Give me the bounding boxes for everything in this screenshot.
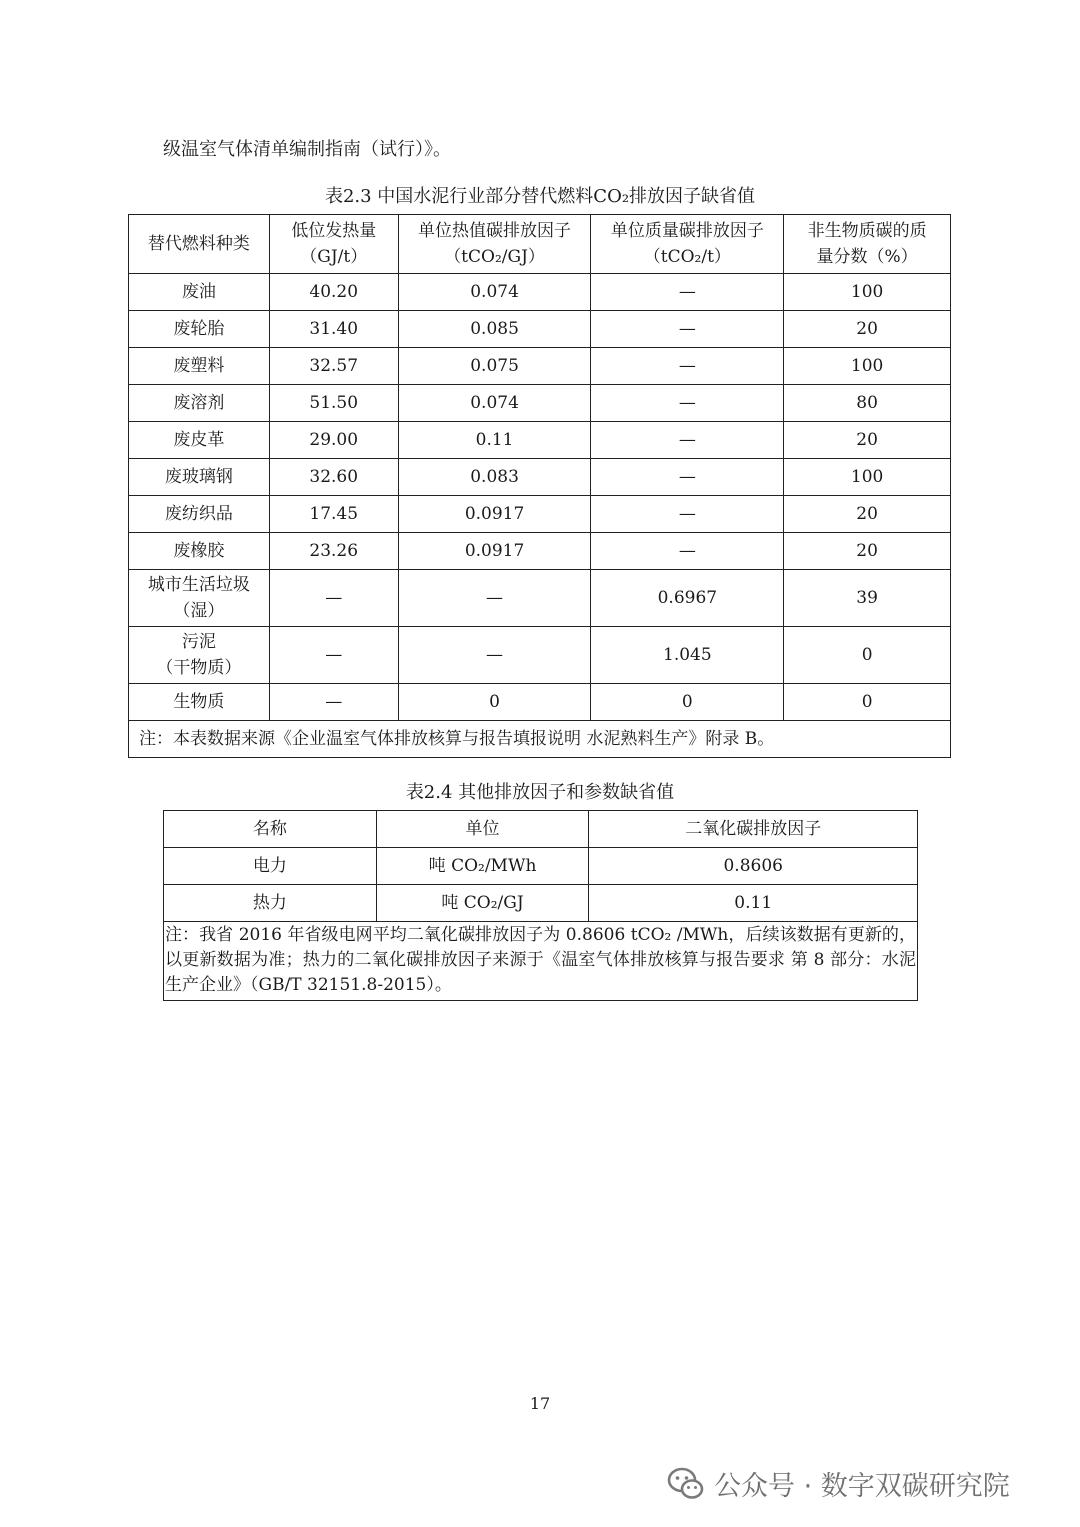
- param-name: 电力: [164, 848, 377, 885]
- fuel-name: 废塑料: [129, 348, 270, 385]
- ef-mass-cell: 1.045: [591, 627, 784, 684]
- lhv-cell: —: [269, 570, 398, 627]
- lhv-cell: 17.45: [269, 496, 398, 533]
- lhv-cell: 29.00: [269, 422, 398, 459]
- ef-heat-cell: —: [398, 570, 591, 627]
- ef-heat-cell: 0.083: [398, 459, 591, 496]
- table-2-4-note: 注：我省 2016 年省级电网平均二氧化碳排放因子为 0.8606 tCO₂ /MWh，后续该数据有更新的，以更新数据为准；热力的二氧化碳排放因子来源于《温室气体排放核算与报告要求 第 8 部分：水泥生产企业》（GB/T 32151.8-2015）。: [164, 922, 918, 1001]
- fossil-fraction-cell: 20: [784, 533, 951, 570]
- param-unit: 吨 CO₂/GJ: [376, 885, 589, 922]
- fossil-fraction-cell: 100: [784, 459, 951, 496]
- lhv-cell: 32.60: [269, 459, 398, 496]
- fuel-name: 生物质: [129, 684, 270, 721]
- table-2-4-caption: 表2.4 其他排放因子和参数缺省值: [405, 782, 675, 803]
- fossil-fraction-cell: 20: [784, 422, 951, 459]
- table-row: [129, 627, 951, 684]
- header-cell: 单位质量碳排放因子 （tCO₂/t）: [591, 215, 784, 274]
- ef-mass-cell: 0: [591, 684, 784, 721]
- table-row: [129, 311, 951, 348]
- table-2-3: [128, 214, 951, 758]
- table-header-row: [129, 215, 951, 274]
- watermark: [666, 1462, 1010, 1504]
- ef-heat-cell: 0.0917: [398, 496, 591, 533]
- fuel-name: 废轮胎: [129, 311, 270, 348]
- table-row: [129, 533, 951, 570]
- ef-mass-cell: 0.6967: [591, 570, 784, 627]
- page-number: 17: [529, 1394, 551, 1413]
- table-2-4: [163, 810, 918, 1001]
- ef-heat-cell: 0.074: [398, 274, 591, 311]
- ef-mass-cell: —: [591, 348, 784, 385]
- wechat-icon: [666, 1463, 706, 1503]
- header-cell: 单位热值碳排放因子 （tCO₂/GJ）: [398, 215, 591, 274]
- fossil-fraction-cell: 0: [784, 684, 951, 721]
- fuel-name: 污泥 （干物质）: [129, 627, 270, 684]
- table-row: [129, 570, 951, 627]
- table-2-3-caption: 表2.3 中国水泥行业部分替代燃料CO₂排放因子缺省值: [324, 186, 756, 207]
- intro-text: 级温室气体清单编制指南（试行）》。: [163, 139, 451, 160]
- fuel-name: 城市生活垃圾 （湿）: [129, 570, 270, 627]
- fossil-fraction-cell: 100: [784, 348, 951, 385]
- lhv-cell: —: [269, 684, 398, 721]
- fossil-fraction-cell: 39: [784, 570, 951, 627]
- ef-heat-cell: 0.074: [398, 385, 591, 422]
- ef-mass-cell: —: [591, 385, 784, 422]
- param-factor: 0.8606: [589, 848, 918, 885]
- ef-mass-cell: —: [591, 274, 784, 311]
- ef-heat-cell: 0.0917: [398, 533, 591, 570]
- ef-heat-cell: 0.085: [398, 311, 591, 348]
- header-cell: 低位发热量 （GJ/t）: [269, 215, 398, 274]
- table-row: [129, 385, 951, 422]
- header-cell: 名称: [164, 811, 377, 848]
- ef-heat-cell: 0.075: [398, 348, 591, 385]
- table-row: [164, 848, 918, 885]
- fuel-name: 废皮革: [129, 422, 270, 459]
- fuel-name: 废溶剂: [129, 385, 270, 422]
- fossil-fraction-cell: 80: [784, 385, 951, 422]
- table-row: [129, 459, 951, 496]
- table-row: [129, 422, 951, 459]
- lhv-cell: 23.26: [269, 533, 398, 570]
- lhv-cell: —: [269, 627, 398, 684]
- fossil-fraction-cell: 20: [784, 496, 951, 533]
- table-row: [164, 885, 918, 922]
- fossil-fraction-cell: 100: [784, 274, 951, 311]
- table-row: [129, 274, 951, 311]
- fuel-name: 废油: [129, 274, 270, 311]
- table-row: [129, 348, 951, 385]
- header-cell: 替代燃料种类: [129, 215, 270, 274]
- ef-mass-cell: —: [591, 422, 784, 459]
- lhv-cell: 31.40: [269, 311, 398, 348]
- param-factor: 0.11: [589, 885, 918, 922]
- ef-mass-cell: —: [591, 459, 784, 496]
- lhv-cell: 40.20: [269, 274, 398, 311]
- lhv-cell: 32.57: [269, 348, 398, 385]
- ef-heat-cell: 0.11: [398, 422, 591, 459]
- table-header-row: [164, 811, 918, 848]
- ef-mass-cell: —: [591, 496, 784, 533]
- table-note-row: [129, 721, 951, 758]
- fuel-name: 废玻璃钢: [129, 459, 270, 496]
- header-cell: 二氧化碳排放因子: [589, 811, 918, 848]
- param-unit: 吨 CO₂/MWh: [376, 848, 589, 885]
- param-name: 热力: [164, 885, 377, 922]
- ef-mass-cell: —: [591, 533, 784, 570]
- table-row: [129, 496, 951, 533]
- ef-heat-cell: 0: [398, 684, 591, 721]
- header-cell: 单位: [376, 811, 589, 848]
- fossil-fraction-cell: 0: [784, 627, 951, 684]
- table-2-3-note: 注：本表数据来源《企业温室气体排放核算与报告填报说明 水泥熟料生产》附录 B。: [129, 721, 951, 758]
- watermark-text: 公众号 · 数字双碳研究院: [714, 1470, 1010, 1502]
- fuel-name: 废橡胶: [129, 533, 270, 570]
- table-note-row: [164, 922, 918, 1001]
- ef-mass-cell: —: [591, 311, 784, 348]
- lhv-cell: 51.50: [269, 385, 398, 422]
- header-cell: 非生物质碳的质 量分数（%）: [784, 215, 951, 274]
- fuel-name: 废纺织品: [129, 496, 270, 533]
- fossil-fraction-cell: 20: [784, 311, 951, 348]
- ef-heat-cell: —: [398, 627, 591, 684]
- table-row: [129, 684, 951, 721]
